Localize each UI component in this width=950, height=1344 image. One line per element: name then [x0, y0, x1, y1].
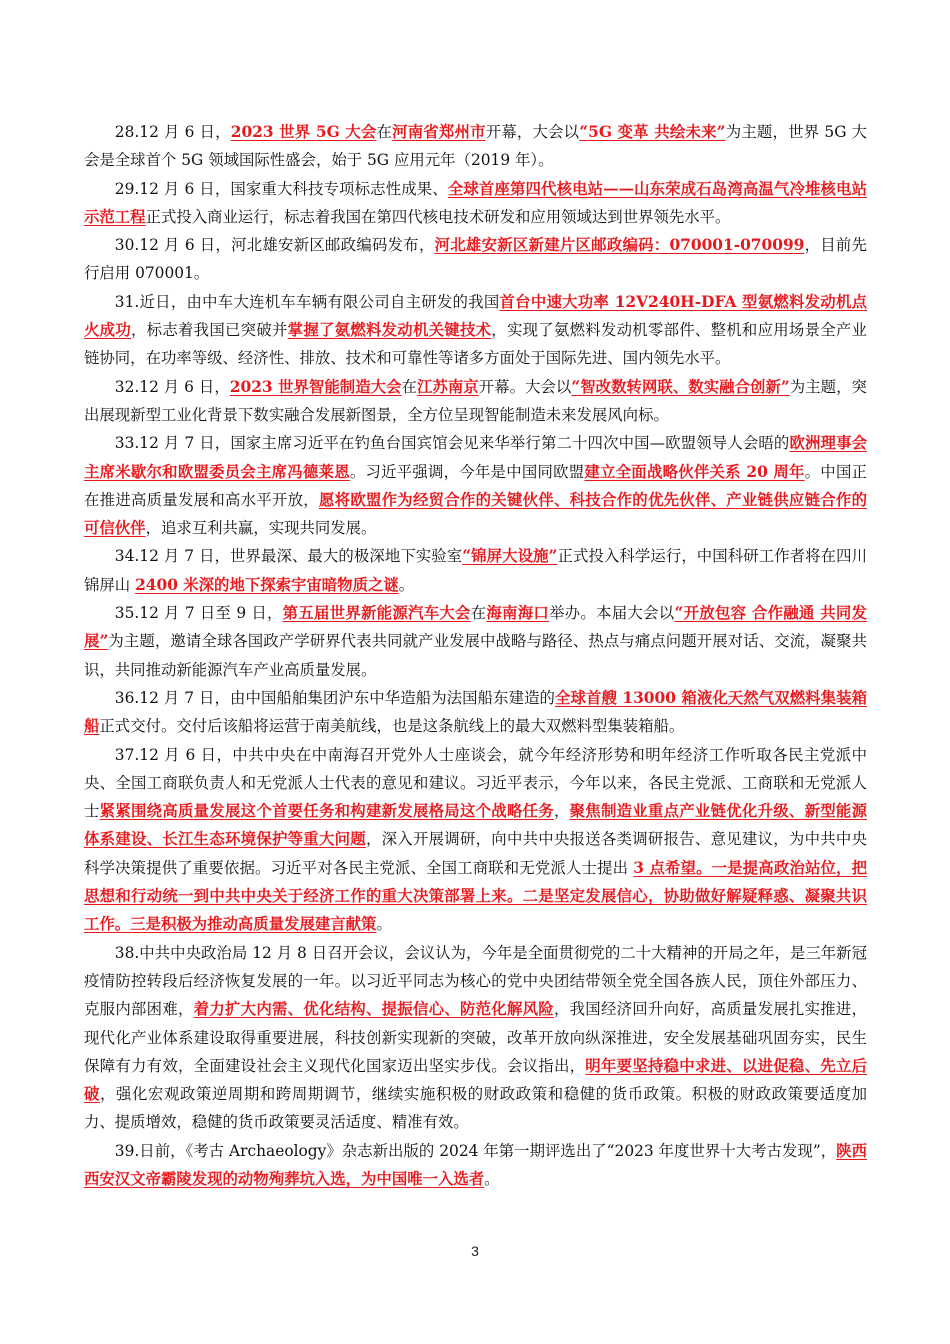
news-item-32 — [84, 373, 867, 430]
highlighted-key-phrase: 着力扩大内需、优化结构、提振信心、防范化解风险 — [193, 1000, 554, 1019]
body-text: 。中国正在推进高质量发展和高水平开放， — [84, 462, 867, 509]
body-text: 为主题，突出展现新型工业化背景下数实融合发展新图景，全方位呈现智能制造未来发展风向标。 — [84, 377, 867, 424]
highlighted-key-phrase: “开放包容 合作融通 共同发展” — [84, 604, 867, 651]
highlighted-key-phrase: 聚焦制造业重点产业链优化升级、新型能源体系建设、长江生态环境保护等重大问题 — [84, 802, 867, 849]
body-text: 正式投入科学运行，中国科研工作者将在四川锦屏山 — [84, 547, 867, 594]
body-text: 为主题，邀请全球各国政产学研界代表共同就产业发展中战略与路径、热点与痛点问题开展对话、交流，凝聚共识，共同推动新能源汽车产业高质量发展。 — [84, 632, 867, 679]
body-text: ，强化宏观政策逆周期和跨周期调节，继续实施积极的财政政策和稳健的货币政策。积极的财政政策要适度加力、提质增效，稳健的货币政策要灵活适度、精准有效。 — [84, 1085, 867, 1132]
body-text: 。 — [484, 1169, 500, 1188]
body-text: 开幕。大会以 — [478, 377, 572, 396]
page-number: 3 — [471, 1243, 479, 1259]
news-item-31 — [84, 288, 867, 373]
body-text: 29.12 月 6 日，国家重大科技专项标志性成果、 — [114, 179, 448, 198]
body-text: ，我国经济回升向好，高质量发展扎实推进，现代化产业体系建设取得重要进展，科技创新实现新的突破，改革开放向纵深推进，安全发展基础巩固夯实，民生保障有力有效，全面建设社会主义现代化国家迈出坚实步伐。会议指出， — [84, 1000, 867, 1075]
body-text: 在 — [401, 377, 417, 396]
body-text: 37.12 月 6 日，中共中央在中南海召开党外人士座谈会，就今年经济形势和明年经济工作听取各民主党派中央、全国工商联负责人和无党派人士代表的意见和建议。习近平表示，今年以来，各民主党派、工商联和无党派人士 — [84, 745, 867, 821]
news-item-38 — [84, 939, 867, 1137]
body-text: ，实现了氨燃料发动机零部件、整机和应用场景全产业链协同，在功率等级、经济性、排放、技术和可靠性等诸多方面处于国际先进、国内领先水平。 — [84, 321, 867, 368]
highlighted-key-phrase: 紧紧围绕高质量发展这个首要任务和构建新发展格局这个战略任务 — [99, 802, 554, 821]
news-item-35 — [84, 599, 867, 684]
highlighted-key-phrase: “锦屏大设施” — [462, 547, 558, 566]
body-text: 为主题，世界 5G 大会是全球首个 5G 领域国际性盛会，始于 5G 应用元年（2019 年）。 — [84, 123, 867, 170]
news-item-30 — [84, 231, 867, 288]
body-text: 31.近日，由中车大连机车车辆有限公司自主研发的我国 — [114, 292, 500, 311]
news-item-39 — [84, 1137, 867, 1194]
highlighted-key-phrase: 2023 世界智能制造大会 — [229, 377, 402, 396]
body-text: 32.12 月 6 日， — [114, 377, 230, 396]
highlighted-key-phrase: 第五届世界新能源汽车大会 — [282, 604, 471, 623]
body-text: ，标志着我国已突破并 — [131, 321, 288, 340]
body-text: 30.12 月 6 日，河北雄安新区邮政编码发布， — [114, 236, 435, 255]
highlighted-key-phrase: 江苏南京 — [416, 377, 479, 396]
highlighted-key-phrase: 建立全面战略伙伴关系 20 周年 — [584, 462, 805, 481]
highlighted-key-phrase: 掌握了氨燃料发动机关键技术 — [287, 321, 492, 340]
body-text: 在 — [470, 604, 487, 623]
highlighted-key-phrase: 海南海口 — [486, 604, 550, 623]
body-text: ，深入开展调研，向中共中央报送各类调研报告、意见建议，为中共中央科学决策提供了重要依据。习近平对各民主党派、全国工商联和无党派人士提出 — [84, 830, 867, 877]
highlighted-key-phrase: 河北雄安新区新建片区邮政编码：070001-070099 — [434, 236, 805, 255]
body-text: ，追求互利共赢，实现共同发展。 — [145, 519, 377, 538]
highlighted-key-phrase: 全球首艘 13000 箱液化天然气双燃料集装箱船 — [84, 688, 868, 736]
body-text: 正式交付。交付后该船将运营于南美航线，也是这条航线上的最大双燃料型集装箱船。 — [99, 717, 685, 736]
body-text: ， — [553, 802, 570, 821]
highlighted-key-phrase: 陕西西安汉文帝霸陵发现的动物殉葬坑入选，为中国唯一入选者 — [84, 1141, 867, 1188]
body-text: 28.12 月 6 日， — [114, 123, 231, 141]
highlighted-key-phrase: 全球首座第四代核电站——山东荣成石岛湾高温气冷堆核电站示范工程 — [84, 179, 867, 226]
news-item-34 — [84, 542, 867, 599]
body-text: 。 — [398, 575, 415, 594]
highlighted-key-phrase: 欧洲理事会主席米歇尔和欧盟委员会主席冯德莱恩 — [84, 434, 867, 481]
body-text: 33.12 月 7 日，国家主席习近平在钓鱼台国宾馆会见来华举行第二十四次中国—欧盟领导人会晤的 — [114, 434, 790, 453]
highlighted-key-phrase: 河南省郑州市 — [392, 123, 486, 141]
body-text: 。习近平强调，今年是中国同欧盟 — [349, 462, 585, 481]
body-text: ，目前先行启用 070001。 — [84, 236, 867, 283]
highlighted-key-phrase: 3 点希望。一是提高政治站位，把思想和行动统一到中共中央关于经济工作的重大决策部署上来。二是坚定发展信心，协助做好解疑释惑、凝聚共识工作。三是积极为推动高质量发展建言献策 — [84, 858, 867, 934]
body-text: 36.12 月 7 日，由中国船舶集团沪东中华造船为法国船东建造的 — [114, 688, 556, 707]
news-item-28 — [84, 118, 867, 175]
body-text: 38.中共中央政治局 12 月 8 日召开会议，会议认为，今年是全面贯彻党的二十大精神的开局之年，是三年新冠疫情防控转段后经济恢复发展的一年。以习近平同志为核心的党中央团结带领全党全国各族人民，顶住外部压力、克服内部困难， — [84, 943, 867, 1019]
news-item-33 — [84, 429, 867, 542]
document-body — [84, 118, 867, 1193]
body-text: 34.12 月 7 日，世界最深、最大的极深地下实验室 — [114, 547, 463, 566]
body-text: 35.12 月 7 日至 9 日， — [114, 604, 283, 623]
news-item-29 — [84, 175, 867, 232]
body-text: 举办。本届大会以 — [549, 604, 675, 623]
highlighted-key-phrase: 2023 世界 5G 大会 — [230, 123, 377, 141]
highlighted-key-phrase: “智改数转网联、数实融合创新” — [571, 377, 790, 396]
news-item-36 — [84, 684, 867, 741]
body-text: 正式投入商业运行，标志着我国在第四代核电技术研发和应用领域达到世界领先水平。 — [145, 207, 731, 226]
body-text: 。 — [376, 915, 392, 934]
highlighted-key-phrase: 愿将欧盟作为经贸合作的关键伙伴、科技合作的优先伙伴、产业链供应链合作的可信伙伴 — [84, 490, 867, 538]
body-text: 在 — [376, 123, 393, 141]
body-text: 开幕，大会以 — [485, 123, 580, 141]
highlighted-key-phrase: “5G 变革 共绘未来” — [579, 123, 726, 141]
highlighted-key-phrase: 2400 米深的地下探索宇宙暗物质之谜 — [135, 575, 399, 594]
body-text: 39.日前，《考古 Archaeology》杂志新出版的 2024 年第一期评选出了“2023 年度世界十大考古发现”， — [114, 1141, 837, 1160]
news-item-37 — [84, 741, 867, 939]
highlighted-key-phrase: 明年要坚持稳中求进、以进促稳、先立后破 — [84, 1056, 867, 1104]
highlighted-key-phrase: 首台中速大功率 12V240H-DFA 型氨燃料发动机点火成功 — [84, 292, 867, 340]
